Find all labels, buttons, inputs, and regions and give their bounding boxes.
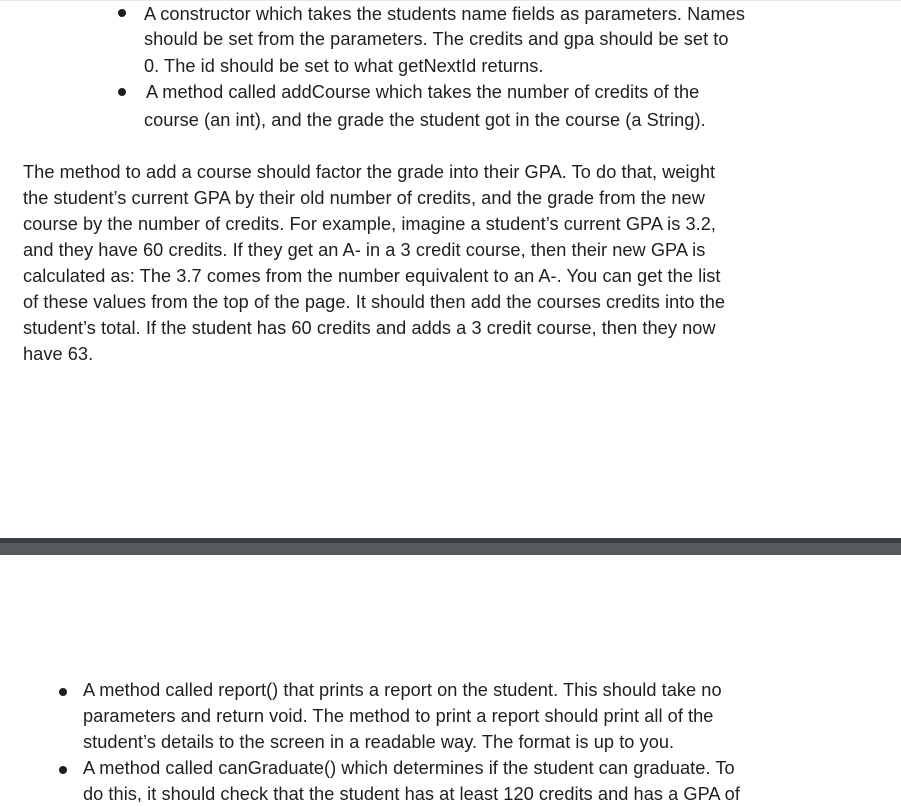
paragraph-line: the student’s current GPA by their old number of credits, and the grade from the new bbox=[23, 188, 705, 208]
text-line: A method called report() that prints a report on the student. This should take no bbox=[83, 680, 722, 700]
bullet-point bbox=[118, 88, 126, 96]
text-line: course (an int), and the grade the student got in the course (a String). bbox=[144, 110, 706, 130]
page-separator bbox=[0, 538, 901, 555]
text-line: A constructor which takes the students name fields as parameters. Names bbox=[144, 4, 745, 24]
paragraph-line: The method to add a course should factor the grade into their GPA. To do that, weight bbox=[23, 162, 716, 182]
paragraph-line: course by the number of credits. For example, imagine a student’s current GPA is 3.2, bbox=[23, 214, 717, 234]
paragraph-line: of these values from the top of the page. It should then add the courses credits into the bbox=[23, 292, 726, 312]
bullet-point bbox=[59, 688, 67, 696]
paragraph-line: and they have 60 credits. If they get an A- in a 3 credit course, then their new GPA is bbox=[23, 240, 706, 260]
text-line: A method called addCourse which takes the number of credits of the bbox=[146, 82, 700, 102]
text-line: do this, it should check that the student has at least 120 credits and has a GPA of bbox=[83, 784, 740, 804]
text-line: A method called canGraduate() which determines if the student can graduate. To bbox=[83, 758, 735, 778]
text-line: student’s details to the screen in a readable way. The format is up to you. bbox=[83, 732, 675, 752]
text-line: should be set from the parameters. The credits and gpa should be set to bbox=[144, 29, 729, 49]
text-line: parameters and return void. The method to print a report should print all of the bbox=[83, 706, 714, 726]
text-line: 0. The id should be set to what getNextId returns. bbox=[144, 56, 544, 76]
bullet-point bbox=[59, 766, 67, 774]
bullet-point bbox=[118, 9, 126, 17]
document-page-bottom bbox=[0, 555, 901, 807]
paragraph-line: student’s total. If the student has 60 credits and adds a 3 credit course, then they now bbox=[23, 318, 716, 338]
paragraph-line: have 63. bbox=[23, 344, 94, 364]
paragraph-line: calculated as: The 3.7 comes from the number equivalent to an A-. You can get the list bbox=[23, 266, 721, 286]
